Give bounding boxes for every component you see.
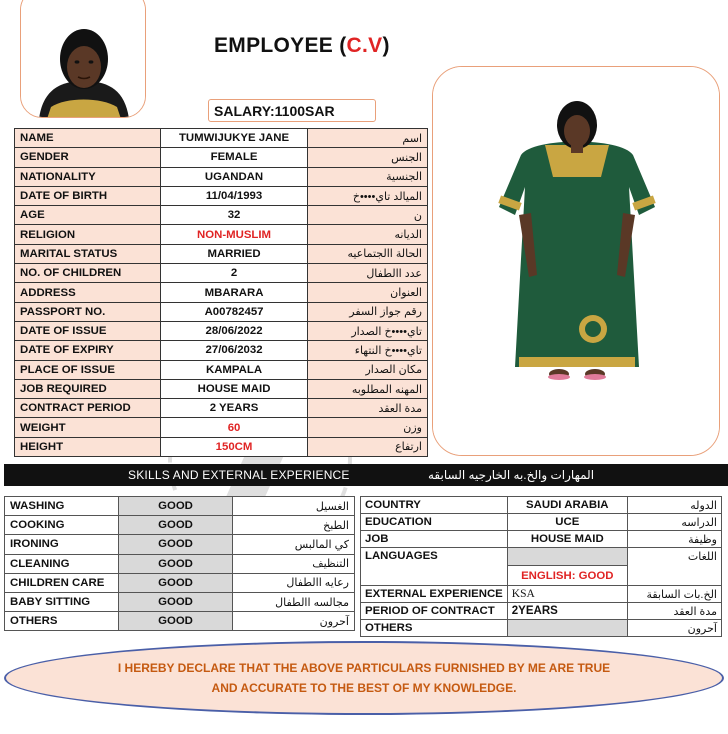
info-label: GENDER bbox=[15, 148, 161, 167]
title-cv: C.V bbox=[346, 34, 383, 57]
skill-level: GOOD bbox=[119, 573, 233, 592]
table-row bbox=[15, 264, 428, 283]
country-ar: الدوله bbox=[627, 497, 721, 514]
skill-label: CLEANING bbox=[5, 554, 119, 573]
skills-header-bar bbox=[4, 464, 728, 486]
table-row bbox=[15, 244, 428, 263]
portrait-image bbox=[21, 0, 146, 118]
info-label-arabic: مكان الصدار bbox=[308, 360, 428, 379]
skill-label-arabic: آحرون bbox=[233, 612, 355, 631]
languages-value: ENGLISH: GOOD bbox=[521, 569, 614, 582]
skill-label-arabic: التنظيف bbox=[233, 554, 355, 573]
full-body-photo bbox=[432, 66, 720, 456]
info-value: 60 bbox=[160, 418, 308, 437]
job-ar: وظيفة bbox=[627, 531, 721, 548]
table-row bbox=[15, 186, 428, 205]
table-row bbox=[15, 437, 428, 456]
languages-ar: اللغات bbox=[627, 548, 721, 586]
education-ar: الدراسه bbox=[627, 514, 721, 531]
info-label: PLACE OF ISSUE bbox=[15, 360, 161, 379]
country-label: COUNTRY bbox=[361, 497, 508, 514]
languages-label: LANGUAGES bbox=[361, 548, 508, 586]
title-suffix: ) bbox=[382, 34, 390, 57]
info-label: ADDRESS bbox=[15, 283, 161, 302]
info-label: NAME bbox=[15, 129, 161, 148]
table-row bbox=[5, 592, 355, 611]
skill-label: OTHERS bbox=[5, 612, 119, 631]
external-label: EXTERNAL EXPERIENCE bbox=[361, 586, 508, 603]
info-label: CONTRACT PERIOD bbox=[15, 399, 161, 418]
table-row bbox=[361, 548, 722, 586]
skills-table bbox=[4, 496, 355, 631]
declaration-text: I HEREBY DECLARE THAT THE ABOVE PARTICULARS FURNISHED BY ME ARE TRUE AND ACCURATE TO THE BEST OF MY KNOWLEDGE. bbox=[117, 661, 611, 695]
table-row bbox=[361, 620, 722, 637]
others-ar: آحرون bbox=[627, 620, 721, 637]
salary-box bbox=[208, 99, 376, 122]
skill-label: WASHING bbox=[5, 497, 119, 516]
info-value: KAMPALA bbox=[160, 360, 308, 379]
languages-blank bbox=[508, 548, 627, 566]
info-label: JOB REQUIRED bbox=[15, 379, 161, 398]
table-row bbox=[15, 341, 428, 360]
table-row bbox=[15, 302, 428, 321]
table-row bbox=[15, 360, 428, 379]
info-label-arabic: تاي••••خ الصدار bbox=[308, 321, 428, 340]
title-prefix: EMPLOYEE ( bbox=[214, 34, 347, 57]
table-row bbox=[15, 148, 428, 167]
table-row bbox=[5, 573, 355, 592]
info-label-arabic: ن bbox=[308, 206, 428, 225]
table-row bbox=[15, 379, 428, 398]
declaration-oval bbox=[4, 641, 724, 715]
info-value: 2 YEARS bbox=[160, 399, 308, 418]
job-value: HOUSE MAID bbox=[507, 531, 627, 548]
info-label: WEIGHT bbox=[15, 418, 161, 437]
info-label: RELIGION bbox=[15, 225, 161, 244]
info-label: DATE OF BIRTH bbox=[15, 186, 161, 205]
salary-text: SALARY:1100SAR bbox=[214, 102, 335, 119]
info-value: TUMWIJUKYE JANE bbox=[160, 129, 308, 148]
info-label: MARITAL STATUS bbox=[15, 244, 161, 263]
table-row bbox=[361, 586, 722, 603]
table-row bbox=[361, 531, 722, 548]
table-row bbox=[5, 497, 355, 516]
info-label-arabic: الديانه bbox=[308, 225, 428, 244]
skills-header-ar: المهارات والخ.به الخارجيه السابقه bbox=[428, 468, 595, 482]
table-row bbox=[361, 603, 722, 620]
info-value: FEMALE bbox=[160, 148, 308, 167]
skill-label: COOKING bbox=[5, 516, 119, 535]
table-row bbox=[5, 612, 355, 631]
table-row bbox=[361, 497, 722, 514]
info-value: MARRIED bbox=[160, 244, 308, 263]
info-value: 27/06/2032 bbox=[160, 341, 308, 360]
period-label: PERIOD OF CONTRACT bbox=[361, 603, 508, 620]
skill-label: IRONING bbox=[5, 535, 119, 554]
page-title bbox=[214, 34, 390, 58]
info-label-arabic: تاي••••خ النتهاء bbox=[308, 341, 428, 360]
skill-level: GOOD bbox=[119, 612, 233, 631]
external-value: KSA bbox=[507, 586, 627, 603]
info-value: A00782457 bbox=[160, 302, 308, 321]
info-label: NO. OF CHILDREN bbox=[15, 264, 161, 283]
period-ar: مدة العقد bbox=[627, 603, 721, 620]
education-value: UCE bbox=[507, 514, 627, 531]
info-value: 32 bbox=[160, 206, 308, 225]
experience-table bbox=[360, 496, 722, 637]
info-label-arabic: اسم bbox=[308, 129, 428, 148]
period-value: 2YEARS bbox=[507, 603, 627, 620]
info-label-arabic: الحالة االجتماعيه bbox=[308, 244, 428, 263]
info-label-arabic: مدة العقد bbox=[308, 399, 428, 418]
info-value: UGANDAN bbox=[160, 167, 308, 186]
others-label: OTHERS bbox=[361, 620, 508, 637]
skill-level: GOOD bbox=[119, 592, 233, 611]
info-value: NON-MUSLIM bbox=[160, 225, 308, 244]
table-row bbox=[361, 514, 722, 531]
portrait-photo bbox=[20, 0, 146, 118]
info-label: DATE OF EXPIRY bbox=[15, 341, 161, 360]
skill-label-arabic: كي المالبس bbox=[233, 535, 355, 554]
info-label: HEIGHT bbox=[15, 437, 161, 456]
info-label: PASSPORT NO. bbox=[15, 302, 161, 321]
info-label-arabic: المهنه المطلوبه bbox=[308, 379, 428, 398]
info-label: DATE OF ISSUE bbox=[15, 321, 161, 340]
info-value: 150CM bbox=[160, 437, 308, 456]
job-label: JOB bbox=[361, 531, 508, 548]
info-value: MBARARA bbox=[160, 283, 308, 302]
table-row bbox=[15, 283, 428, 302]
skill-level: GOOD bbox=[119, 516, 233, 535]
skill-label: CHILDREN CARE bbox=[5, 573, 119, 592]
skill-label-arabic: مجالسه االطفال bbox=[233, 592, 355, 611]
country-value: SAUDI ARABIA bbox=[507, 497, 627, 514]
info-label-arabic: الجنس bbox=[308, 148, 428, 167]
skill-label-arabic: الغسيل bbox=[233, 497, 355, 516]
info-label: AGE bbox=[15, 206, 161, 225]
info-label-arabic: رقم جواز السفر bbox=[308, 302, 428, 321]
table-row bbox=[5, 535, 355, 554]
table-row bbox=[15, 206, 428, 225]
info-label-arabic: عدد االطفال bbox=[308, 264, 428, 283]
table-row bbox=[15, 399, 428, 418]
info-label-arabic: الجنسية bbox=[308, 167, 428, 186]
table-row bbox=[15, 167, 428, 186]
external-ar: الخ.بات السابقة bbox=[627, 586, 721, 603]
info-label-arabic: الميالد تاي••••خ bbox=[308, 186, 428, 205]
table-row bbox=[15, 321, 428, 340]
table-row bbox=[5, 554, 355, 573]
education-label: EDUCATION bbox=[361, 514, 508, 531]
personal-info-table bbox=[14, 128, 428, 457]
skill-level: GOOD bbox=[119, 535, 233, 554]
table-row bbox=[15, 418, 428, 437]
table-row bbox=[5, 516, 355, 535]
languages-value-cell bbox=[507, 548, 627, 586]
info-label-arabic: العنوان bbox=[308, 283, 428, 302]
table-row bbox=[15, 129, 428, 148]
skills-header-en: SKILLS AND EXTERNAL EXPERIENCE bbox=[128, 468, 350, 482]
others-value bbox=[507, 620, 627, 637]
skill-level: GOOD bbox=[119, 554, 233, 573]
info-value: 2 bbox=[160, 264, 308, 283]
info-label-arabic: وزن bbox=[308, 418, 428, 437]
skill-label-arabic: الطبخ bbox=[233, 516, 355, 535]
info-label-arabic: ارتفاع bbox=[308, 437, 428, 456]
skill-label: BABY SITTING bbox=[5, 592, 119, 611]
info-value: HOUSE MAID bbox=[160, 379, 308, 398]
skill-label-arabic: رعايه االطفال bbox=[233, 573, 355, 592]
full-body-image bbox=[433, 67, 720, 456]
table-row bbox=[15, 225, 428, 244]
info-value: 11/04/1993 bbox=[160, 186, 308, 205]
info-value: 28/06/2022 bbox=[160, 321, 308, 340]
skill-level: GOOD bbox=[119, 497, 233, 516]
info-label: NATIONALITY bbox=[15, 167, 161, 186]
